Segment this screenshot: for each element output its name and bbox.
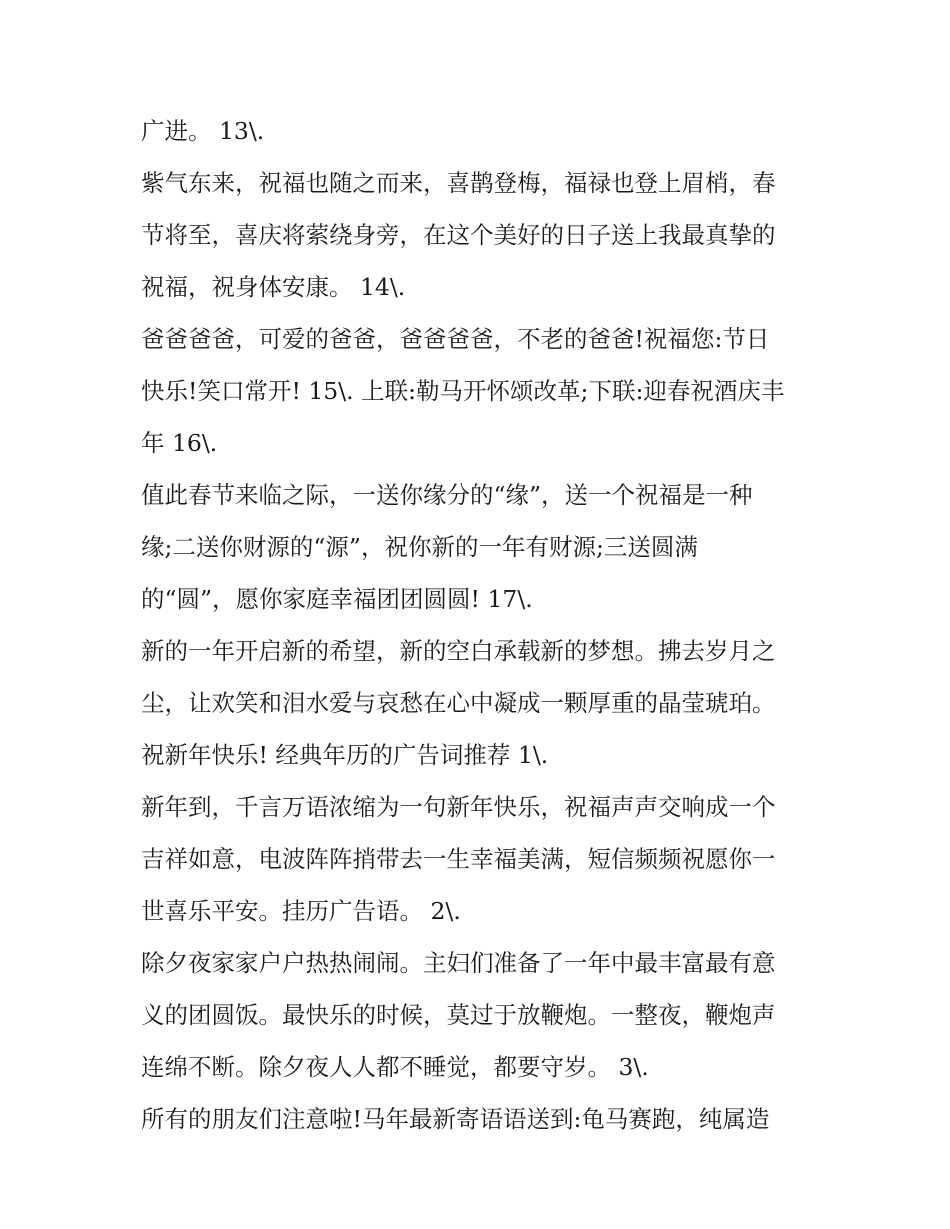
text-line: 除夕夜家家户户热热闹闹。主妇们准备了一年中最丰富最有意 — [141, 949, 776, 977]
text-line: 所有的朋友们注意啦!马年最新寄语语送到:龟马赛跑，纯属造 — [141, 1105, 770, 1133]
text-line: 连绵不断。除夕夜人人都不睡觉，都要守岁。 3\. — [141, 1053, 649, 1081]
body-text — [141, 108, 821, 1148]
text-line: 年 16\. — [141, 429, 218, 457]
text-line: 的“圆”，愿你家庭幸福团团圆圆! 17\. — [141, 585, 533, 613]
text-line: 祝新年快乐! 经典年历的广告词推荐 1\. — [141, 741, 549, 769]
text-line: 新的一年开启新的希望，新的空白承载新的梦想。拂去岁月之 — [141, 637, 776, 665]
text-line: 快乐!笑口常开! 15\. 上联:勒马开怀颂改革;下联:迎春祝酒庆丰 — [141, 377, 785, 405]
text-line: 吉祥如意，电波阵阵捎带去一生幸福美满，短信频频祝愿你一 — [141, 845, 776, 873]
text-line: 缘;二送你财源的“源”，祝你新的一年有财源;三送圆满 — [141, 533, 698, 561]
text-line: 节将至，喜庆将萦绕身旁，在这个美好的日子送上我最真挚的 — [141, 221, 776, 249]
text-line: 广进。 13\. — [141, 117, 265, 145]
text-line: 紫气东来，祝福也随之而来，喜鹊登梅，福禄也登上眉梢，春 — [141, 169, 776, 197]
text-line: 新年到，千言万语浓缩为一句新年快乐，祝福声声交响成一个 — [141, 793, 776, 821]
text-line: 义的团圆饭。最快乐的时候，莫过于放鞭炮。一整夜，鞭炮声 — [141, 1001, 776, 1029]
text-line: 世喜乐平安。挂历广告语。 2\. — [141, 897, 461, 925]
text-line: 爸爸爸爸，可爱的爸爸，爸爸爸爸，不老的爸爸!祝福您:节日 — [141, 325, 770, 353]
text-line: 值此春节来临之际，一送你缘分的“缘”，送一个祝福是一种 — [141, 481, 753, 509]
text-line: 祝福，祝身体安康。 14\. — [141, 273, 406, 301]
text-line: 尘，让欢笑和泪水爱与哀愁在心中凝成一颗厚重的晶莹琥珀。 — [141, 689, 776, 717]
